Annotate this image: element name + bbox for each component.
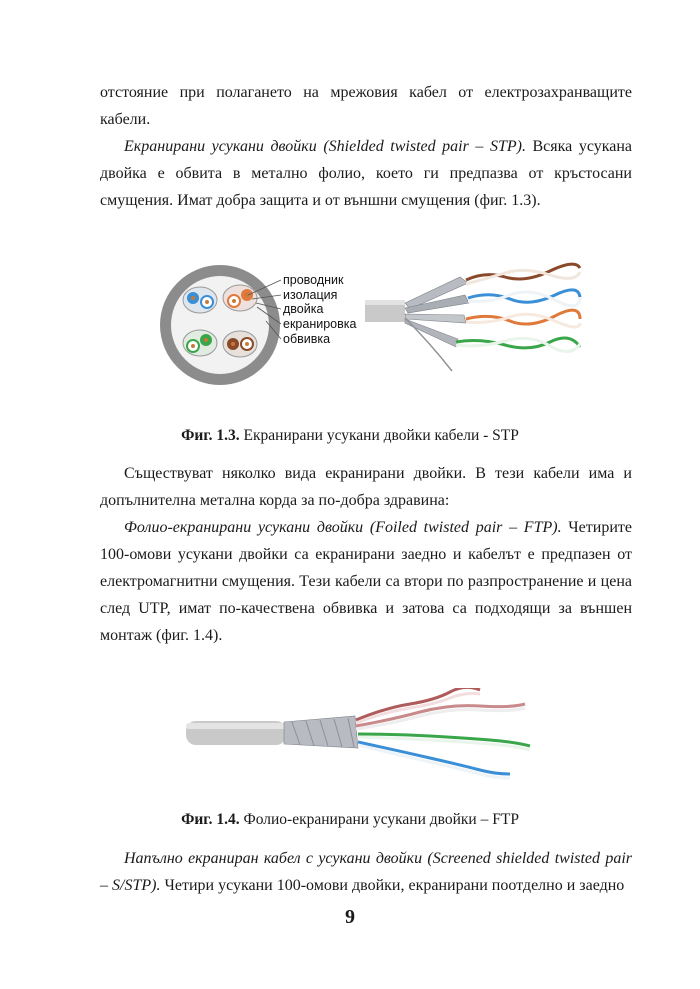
- figure-1-4-caption: [0, 811, 700, 829]
- paragraph-stp: [100, 133, 632, 214]
- paragraph-shield-types: Съществуват няколко вида екранирани двойки. В тези кабели има и допълнителна метална корда за по-добра здравина:: [100, 465, 632, 509]
- paragraph-sstp: [100, 845, 632, 899]
- label-shielding: екранировка: [283, 317, 357, 331]
- sstp-description: Четири усукани 100-омови двойки, екранирани поотделно и заедно: [160, 877, 625, 894]
- ftp-term: Фолио-екранирани усукани двойки (Foiled twisted pair – FTP).: [124, 519, 562, 536]
- page-number: 9: [345, 906, 355, 928]
- stp-term: Екранирани усукани двойки (Shielded twisted pair – STP).: [124, 138, 526, 155]
- cross-section-labels: [283, 273, 356, 346]
- sstp-term: Напълно екраниран кабел с усукани двойки (Screened shielded twisted pair – S/STP).: [100, 850, 632, 894]
- ftp-description: Четирите 100-омови усукани двойки са екранирани заедно и кабелът е предпазен от електромагнитни смущения. Тези кабели са втори по разпространение и цена след UTP, имат по-качествена обвивка и затова са подходящи за външен монтаж (фиг. 1.4).: [100, 519, 632, 644]
- figure-1-3-caption: [0, 427, 700, 445]
- figure-ftp-cable: [180, 688, 550, 788]
- label-conductor: проводник: [283, 273, 344, 287]
- label-insulation: изолация: [283, 288, 338, 302]
- paragraph-1: отстояние при полагането на мрежовия кабел от електрозахранващите кабели.: [100, 84, 632, 128]
- figure-1-3-number: Фиг. 1.3.: [181, 427, 240, 444]
- label-jacket: обвивка: [283, 332, 331, 346]
- figure-1-3-text: Екранирани усукани двойки кабели - STP: [239, 427, 519, 444]
- stp-cable-illustration: [160, 243, 590, 413]
- paragraph-ftp: [100, 514, 632, 649]
- ftp-foil-shield: [284, 716, 358, 748]
- ftp-cable-illustration: [180, 688, 550, 788]
- stripped-stp-cable: [365, 264, 580, 371]
- figure-stp-cable: [160, 243, 590, 413]
- ftp-cable-jacket: [186, 721, 286, 745]
- ftp-twisted-pairs: [356, 688, 530, 778]
- figure-1-4-number: Фиг. 1.4.: [181, 811, 240, 828]
- label-pair: двойка: [283, 302, 324, 316]
- figure-1-4-text: Фолио-екранирани усукани двойки – FTP: [239, 811, 519, 828]
- stp-description: Всяка усукана двойка е обвита в метално фолио, което ги предпазва от кръстосани смущения. Имат добра защита и от външни смущения (фиг. 1.3).: [100, 138, 633, 209]
- cable-cross-section: [160, 265, 280, 385]
